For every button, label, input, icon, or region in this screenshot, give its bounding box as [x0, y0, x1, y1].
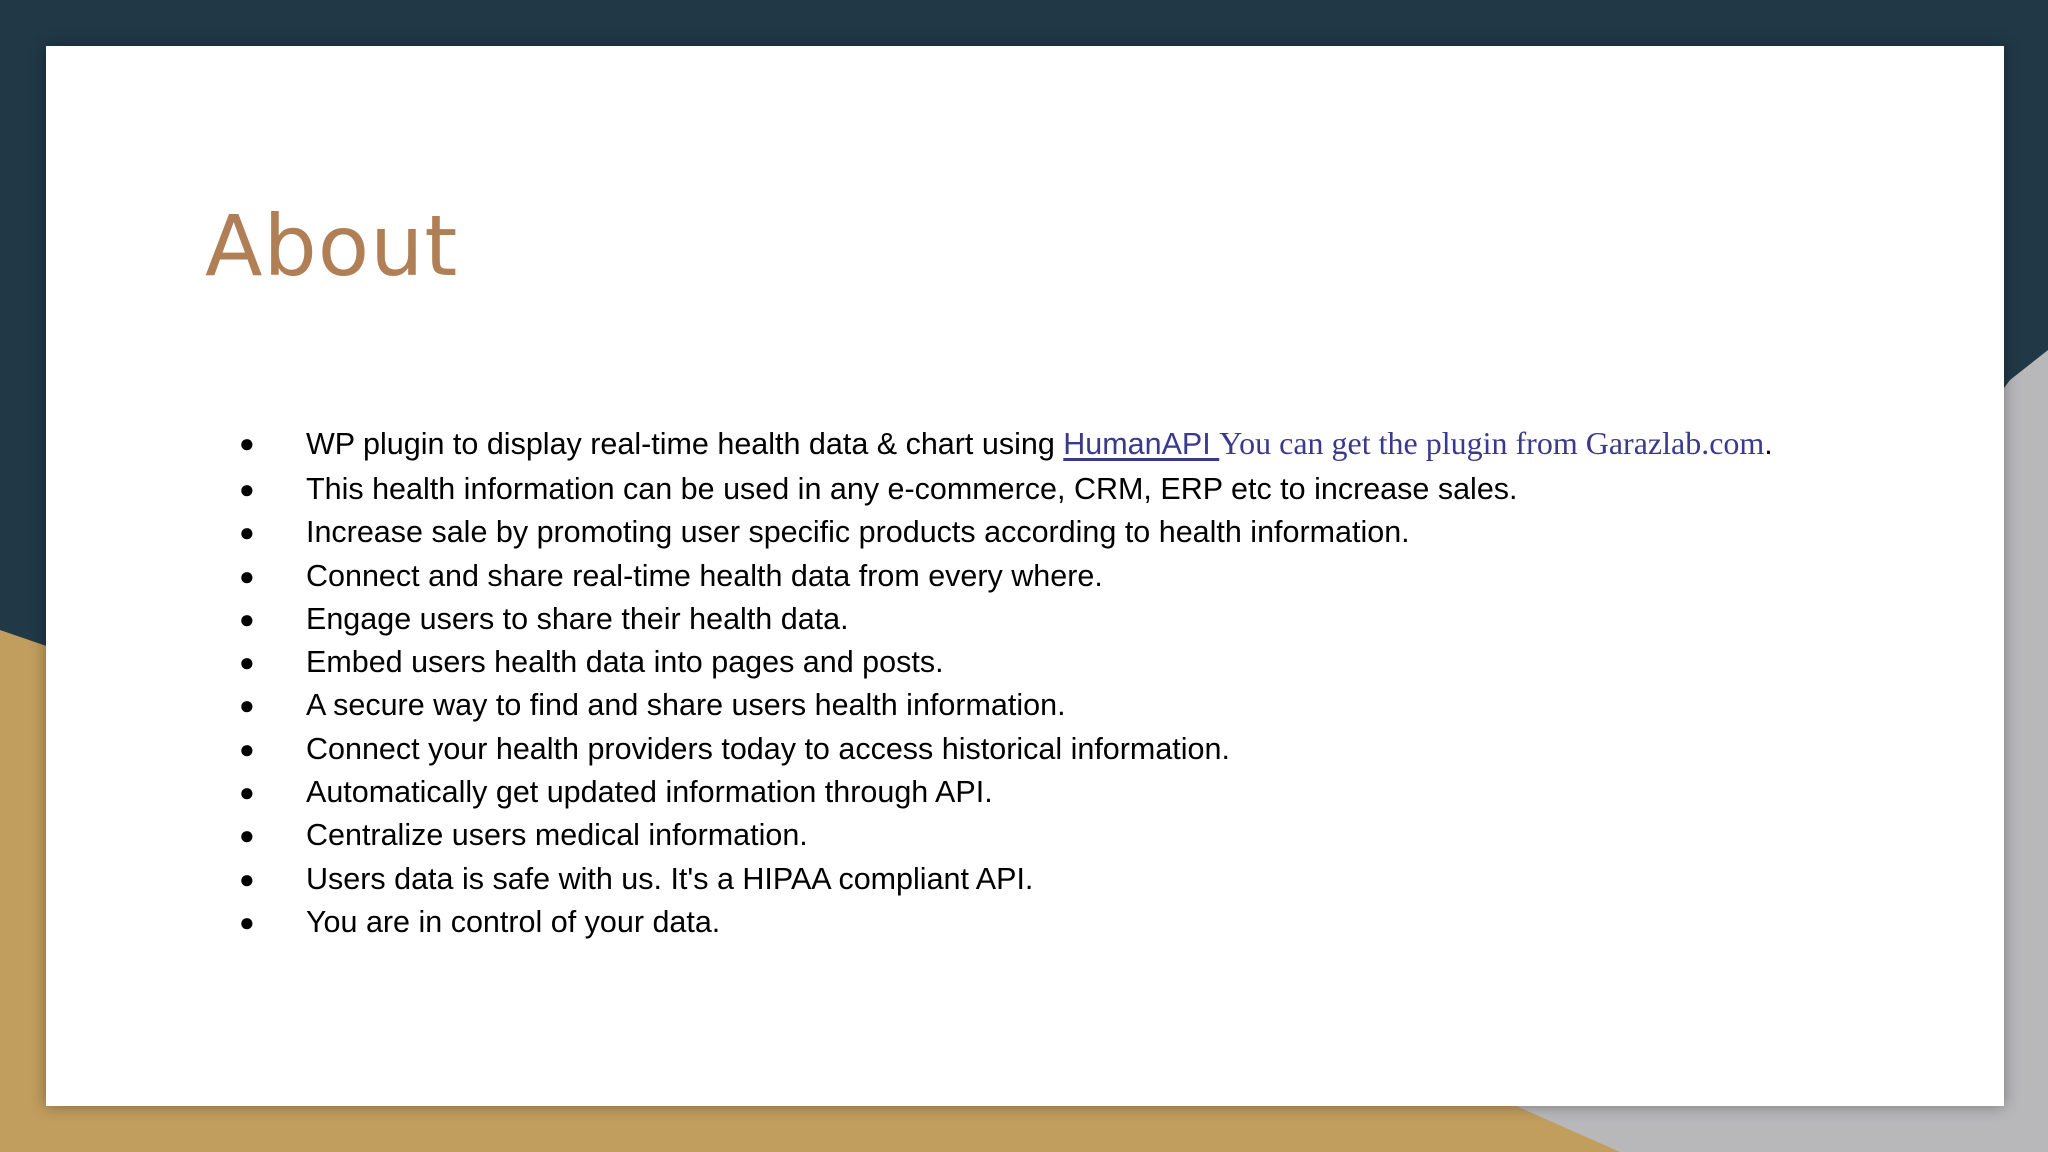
- bullet-text: Users data is safe with us. It's a HIPAA compliant API.: [306, 861, 1034, 896]
- bullet-icon: ●: [239, 690, 255, 721]
- list-item: [239, 641, 1773, 684]
- list-item: [239, 555, 1773, 598]
- list-item: [239, 728, 1773, 771]
- bullet-icon: ●: [239, 906, 255, 937]
- list-item: [239, 511, 1773, 554]
- bullet-text: Connect your health providers today to access historical information.: [306, 731, 1230, 766]
- list-item: [239, 684, 1773, 727]
- list-item: [239, 468, 1773, 511]
- bullet-text: Automatically get updated information through API.: [306, 775, 993, 810]
- trailing-period: .: [1764, 427, 1773, 461]
- bullet-text: WP plugin to display real-time health data & chart using: [306, 427, 1064, 461]
- bullet-icon: ●: [239, 474, 255, 504]
- list-item: [239, 901, 1773, 944]
- bullet-icon: ●: [239, 733, 255, 764]
- bullet-text: Engage users to share their health data.: [306, 601, 849, 636]
- bullet-text: Connect and share real-time health data from every where.: [306, 558, 1103, 593]
- bullet-icon: ●: [239, 428, 255, 458]
- list-item: [239, 814, 1773, 857]
- bullet-text: Centralize users medical information.: [306, 818, 808, 853]
- bullet-list: [239, 419, 1773, 944]
- bullet-text: Embed users health data into pages and posts.: [306, 645, 944, 680]
- bullet-item-first: [239, 419, 1773, 468]
- bullet-icon: ●: [239, 517, 255, 548]
- bullet-icon: ●: [239, 777, 255, 808]
- slide-title: About: [205, 197, 459, 295]
- bullet-text: Increase sale by promoting user specific products according to health information.: [306, 515, 1410, 550]
- bullet-text: A secure way to find and share users health information.: [306, 688, 1066, 723]
- bullet-icon: ●: [239, 820, 255, 851]
- bullet-icon: ●: [239, 647, 255, 678]
- list-item: [239, 598, 1773, 641]
- list-item: [239, 771, 1773, 814]
- list-item: [239, 858, 1773, 901]
- bullet-icon: ●: [239, 863, 255, 894]
- bullet-icon: ●: [239, 560, 255, 591]
- bullet-text: This health information can be used in any e-commerce, CRM, ERP etc to increase sales.: [306, 472, 1518, 506]
- slide-canvas: [46, 46, 2004, 1106]
- humanapi-link[interactable]: HumanAPI: [1063, 427, 1220, 461]
- bullet-text: You are in control of your data.: [306, 904, 721, 939]
- plugin-source-note: You can get the plugin from Garazlab.com: [1219, 425, 1765, 461]
- bullet-icon: ●: [239, 603, 255, 634]
